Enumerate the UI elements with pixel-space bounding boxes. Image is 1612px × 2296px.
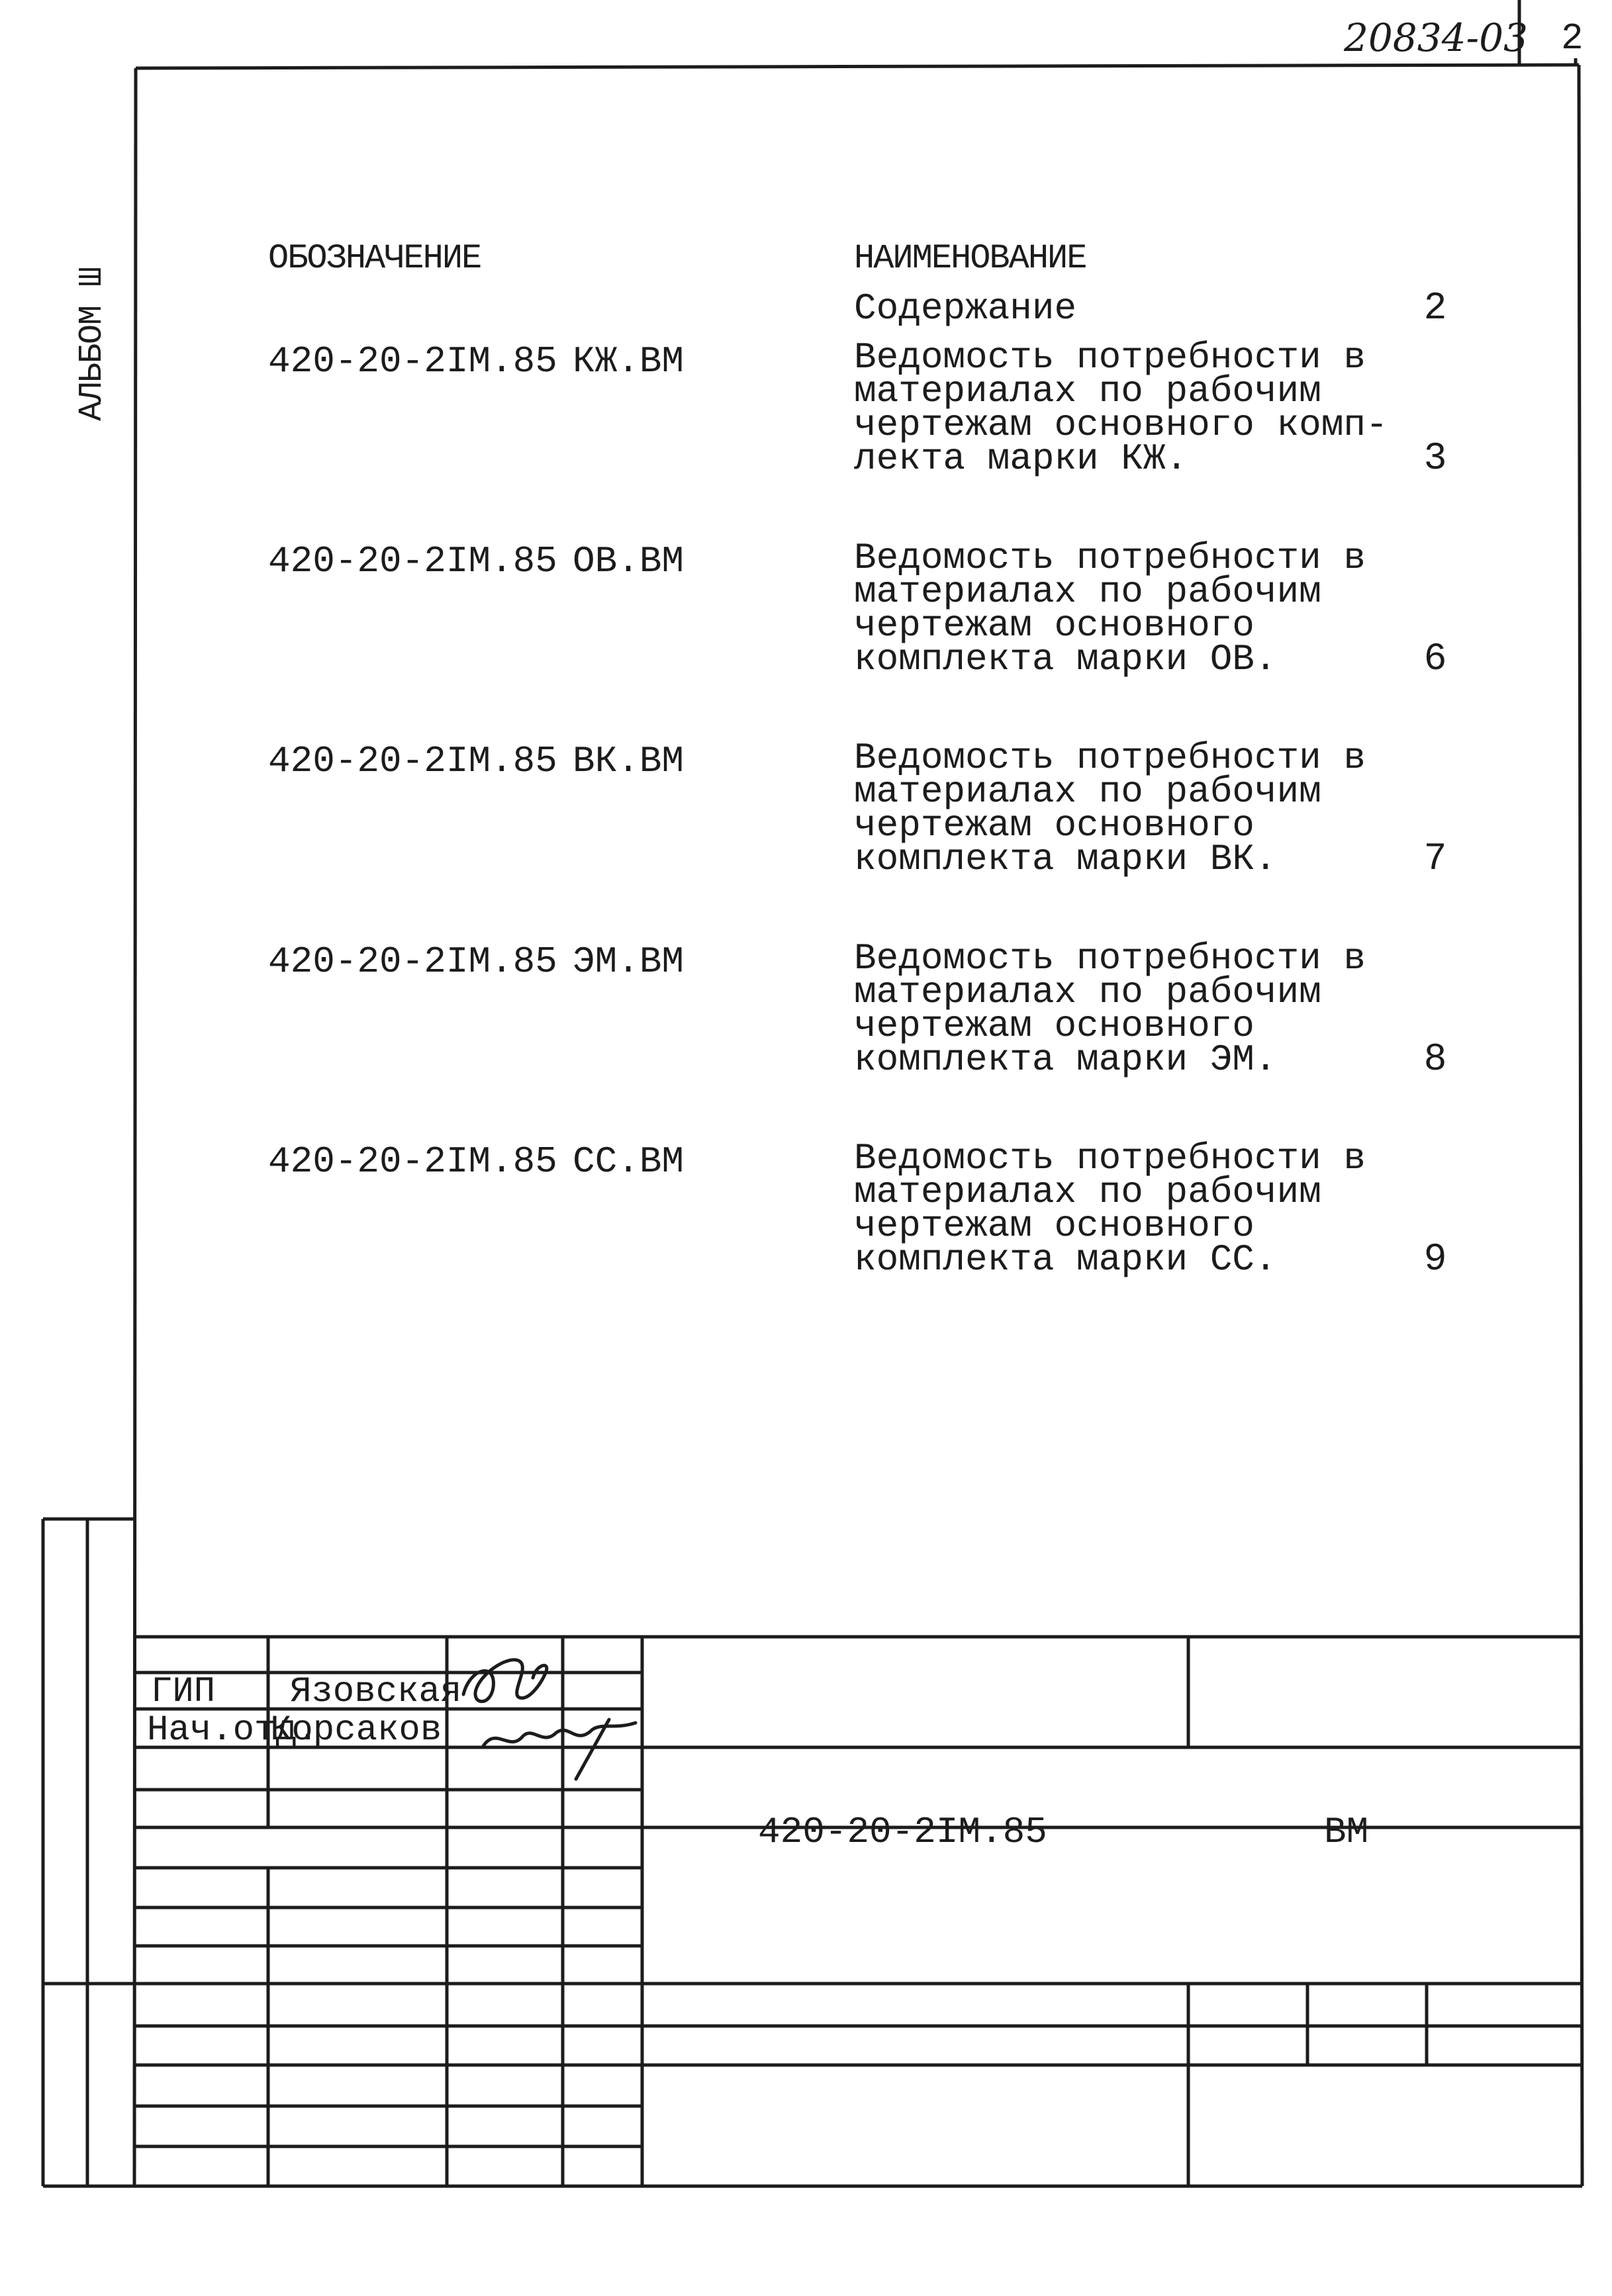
column-header-name: НАИМЕНОВАНИЕ — [854, 239, 1086, 278]
row-name: Ведомость потребности в материалах по рабочим чертежам основного комплекта марки ЭМ. — [854, 937, 1366, 1081]
row-name: Ведомость потребности в материалах по рабочим чертежам основного комп- лекта марки КЖ. — [854, 336, 1388, 480]
row-name: Ведомость потребности в материалах по рабочим чертежам основного комплекта марки СС. — [854, 1137, 1366, 1281]
person-chief-engineer: Язовская — [290, 1672, 462, 1712]
signature-icon — [477, 1706, 642, 1786]
row-name: Ведомость потребности в материалах по рабочим чертежам основного комплекта марки ОВ. — [854, 537, 1366, 680]
row-code: 420-20-2IМ.85 — [268, 941, 557, 983]
column-header-designation: ОБОЗНАЧЕНИЕ — [268, 239, 481, 278]
row-mark: ОВ.ВМ — [573, 540, 685, 582]
row-name: Ведомость потребности в материалах по рабочим чертежам основного комплекта марки ВК. — [854, 737, 1366, 880]
row-mark: ЭМ.ВМ — [573, 941, 685, 983]
row-code: 420-20-2IМ.85 — [268, 340, 557, 383]
row-mark: СС.ВМ — [573, 1140, 685, 1183]
document-code: 420-20-2IМ.85 — [758, 1811, 1047, 1853]
document-mark: ВМ — [1324, 1811, 1369, 1853]
row-mark: КЖ.ВМ — [573, 340, 685, 383]
row-page: 8 — [1423, 1038, 1447, 1081]
row-code: 420-20-2IМ.85 — [268, 740, 557, 782]
sheet-number: 2 — [1561, 17, 1584, 60]
role-chief-engineer: ГИП — [151, 1672, 216, 1712]
album-label: АЛЬБОМ Ш — [73, 267, 111, 422]
archive-number: 20834-03 — [1344, 15, 1528, 60]
row-page: 7 — [1423, 838, 1447, 881]
contents-intro-name: Содержание — [854, 287, 1077, 330]
row-code: 420-20-2IМ.85 — [268, 1140, 557, 1183]
row-page: 6 — [1423, 638, 1447, 681]
signature-icon — [457, 1641, 563, 1714]
row-page: 3 — [1423, 437, 1447, 481]
contents-intro-page: 2 — [1423, 287, 1447, 330]
row-page: 9 — [1423, 1238, 1447, 1281]
row-mark: ВК.ВМ — [573, 740, 685, 782]
person-department-head: Корсаков — [270, 1710, 442, 1751]
role-department-head: Нач.отд. — [147, 1710, 319, 1751]
row-code: 420-20-2IМ.85 — [268, 540, 557, 582]
